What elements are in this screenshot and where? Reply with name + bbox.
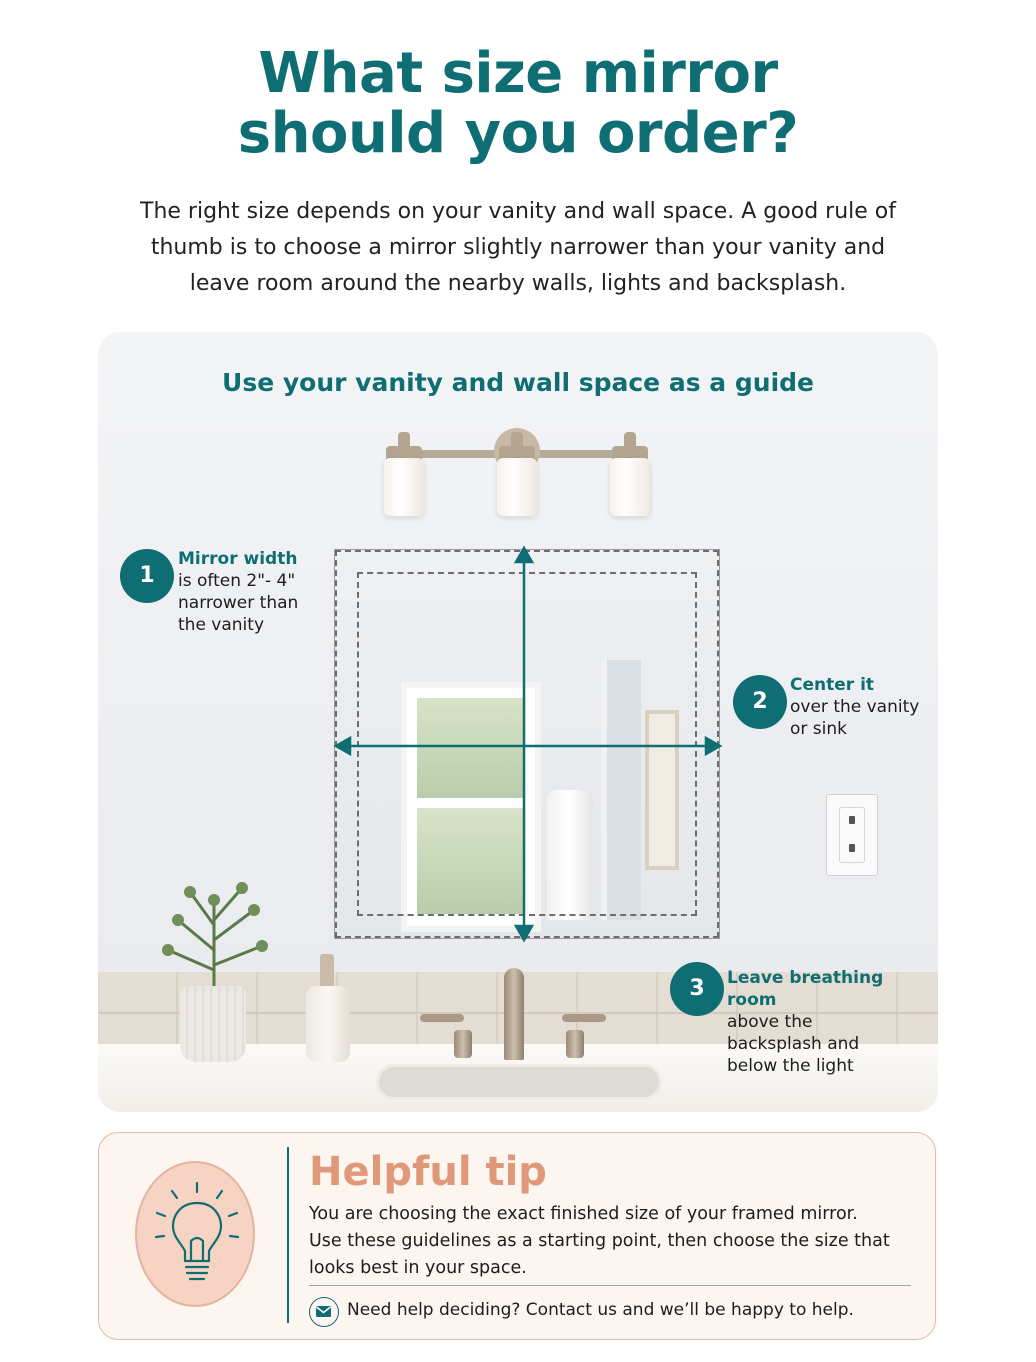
scene-title: Use your vanity and wall space as a guide <box>222 368 814 397</box>
callout-1 <box>178 548 298 636</box>
intro-text: The right size depends on your vanity and wall space. A good rule of thumb is to choose a mirror slightly narrower than your vanity and leave room around the nearby walls, lights and backsplash. <box>140 199 896 296</box>
sink <box>376 1064 662 1100</box>
callout-2-line-1: over the vanity <box>790 697 920 717</box>
callout-1-heading: Mirror width <box>178 549 298 569</box>
tip-text <box>309 1201 909 1282</box>
callout-3-heading-line-2: room <box>727 990 777 1010</box>
tip-title: Helpful tip <box>309 1149 547 1195</box>
title-line-2: should you order? <box>237 101 799 166</box>
callout-3 <box>727 967 883 1077</box>
callout-2-line-2: or sink <box>790 719 847 739</box>
tip-rule <box>309 1285 911 1286</box>
soap-dispenser <box>306 986 350 1062</box>
callout-3-line-1: above the <box>727 1012 813 1032</box>
title-line-1: What size mirror <box>258 41 778 106</box>
helpful-tip-card <box>98 1132 936 1340</box>
plant-pot <box>180 986 246 1062</box>
mirror-dimension-arrows <box>328 542 728 946</box>
callout-2-badge: 2 <box>733 675 787 729</box>
lightbulb-icon <box>137 1163 257 1309</box>
callout-3-line-2: backsplash and <box>727 1034 860 1054</box>
callout-2-heading: Center it <box>790 675 875 695</box>
tip-text-line-1: You are choosing the exact finished size of your framed mirror. <box>309 1204 858 1224</box>
callout-3-line-3: below the light <box>727 1056 854 1076</box>
bathroom-scene <box>98 332 938 1112</box>
callout-3-heading-line-1: Leave breathing <box>727 968 884 988</box>
callout-1-line-2: narrower than <box>178 593 299 613</box>
tip-divider <box>287 1147 289 1323</box>
height-arrow-top-head <box>516 548 532 562</box>
tip-text-line-3: looks best in your space. <box>309 1258 527 1278</box>
potted-plant <box>154 880 274 992</box>
width-arrow-left-head <box>336 738 350 754</box>
callout-2 <box>790 674 919 740</box>
callout-1-line-3: the vanity <box>178 615 265 635</box>
wall-outlet <box>826 794 878 876</box>
tip-text-line-2: Use these guidelines as a starting point, then choose the size that <box>309 1231 890 1251</box>
callout-1-badge: 1 <box>120 549 174 603</box>
mail-icon[interactable] <box>309 1297 339 1327</box>
width-arrow-right-head <box>706 738 720 754</box>
lightbulb-badge <box>135 1161 255 1307</box>
height-arrow-bottom-head <box>516 926 532 940</box>
callout-3-badge: 3 <box>670 962 724 1016</box>
page-title <box>0 41 1036 166</box>
contact-help-text[interactable]: Need help deciding? Contact us and we’ll be happy to help. <box>347 1300 854 1320</box>
callout-1-line-1: is often 2"- 4" <box>178 571 296 591</box>
